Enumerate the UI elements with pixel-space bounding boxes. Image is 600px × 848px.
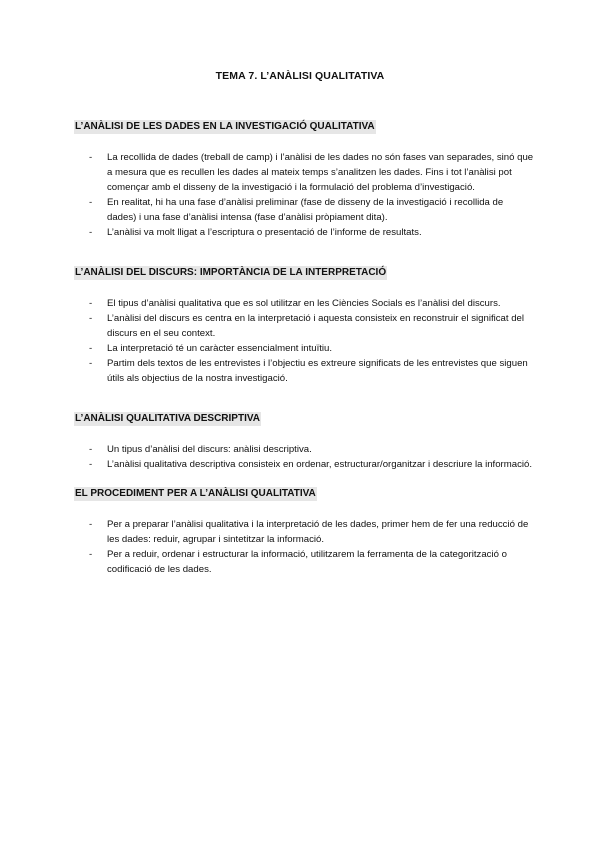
bullet-dash: - bbox=[89, 227, 93, 238]
bullet-dash: - bbox=[89, 313, 93, 324]
bullet-dash: - bbox=[89, 549, 93, 560]
list-item bbox=[74, 225, 534, 240]
list-item-text: Per a preparar l’anàlisi qualitativa i la interpretació de les dades, primer hem de fer una reducció de les dades: reduir, agrupar i sintetitzar la informació. bbox=[107, 519, 529, 545]
bullet-list bbox=[74, 296, 534, 386]
bullet-dash: - bbox=[89, 519, 93, 530]
list-item-text: La interpretació té un caràcter essencialment intuïtiu. bbox=[107, 343, 333, 354]
bullet-dash: - bbox=[89, 459, 93, 470]
list-item bbox=[74, 442, 534, 457]
list-item-text: L’anàlisi qualitativa descriptiva consisteix en ordenar, estructurar/organitzar i descriure la informació. bbox=[107, 459, 532, 470]
section-heading: EL PROCEDIMENT PER A L’ANÀLISI QUALITATIVA bbox=[75, 488, 316, 499]
list-item-text: En realitat, hi ha una fase d’anàlisi preliminar (fase de disseny de la investigació i recollida de dades) i una fase d’anàlisi intensa (fase d’anàlisi pròpiament dita). bbox=[107, 197, 504, 223]
list-item bbox=[74, 311, 534, 341]
list-item-text: Partim dels textos de les entrevistes i l’objectiu es extreure significats de les entrevistes que siguen útils als objectius de la nostra investigació. bbox=[107, 358, 528, 384]
list-item bbox=[74, 341, 534, 356]
bullet-dash: - bbox=[89, 298, 93, 309]
section-data-analysis bbox=[74, 116, 534, 240]
list-item bbox=[74, 547, 534, 577]
bullet-dash: - bbox=[89, 343, 93, 354]
bullet-list bbox=[74, 442, 534, 472]
bullet-dash: - bbox=[89, 444, 93, 455]
list-item bbox=[74, 356, 534, 386]
list-item-text: Un tipus d’anàlisi del discurs: anàlisi descriptiva. bbox=[107, 444, 312, 455]
bullet-list bbox=[74, 150, 534, 240]
list-item-text: L’anàlisi del discurs es centra en la interpretació i aquesta consisteix en reconstruir el significat del discurs en el seu context. bbox=[107, 313, 525, 339]
section-procedure bbox=[74, 483, 534, 577]
document-title: TEMA 7. L’ANÀLISI QUALITATIVA bbox=[215, 70, 385, 82]
section-heading: L’ANÀLISI DE LES DADES EN LA INVESTIGACIÓ QUALITATIVA bbox=[75, 121, 375, 132]
list-item-text: El tipus d’anàlisi qualitativa que es sol utilitzar en les Ciències Socials es l’anàlisi del discurs. bbox=[107, 298, 501, 309]
list-item bbox=[74, 150, 534, 195]
section-heading: L’ANÀLISI QUALITATIVA DESCRIPTIVA bbox=[75, 413, 260, 424]
list-item bbox=[74, 296, 534, 311]
section-discourse-analysis bbox=[74, 262, 534, 386]
list-item-text: Per a reduir, ordenar i estructurar la informació, utilitzarem la ferramenta de la categorització o codificació de les dades. bbox=[107, 549, 507, 575]
bullet-list bbox=[74, 517, 534, 577]
bullet-dash: - bbox=[89, 197, 93, 208]
bullet-dash: - bbox=[89, 358, 93, 369]
list-item bbox=[74, 195, 534, 225]
list-item bbox=[74, 457, 534, 472]
section-descriptive-analysis bbox=[74, 408, 534, 472]
section-heading: L’ANÀLISI DEL DISCURS: IMPORTÀNCIA DE LA INTERPRETACIÓ bbox=[75, 267, 387, 278]
list-item bbox=[74, 517, 534, 547]
bullet-dash: - bbox=[89, 152, 93, 163]
list-item-text: L’anàlisi va molt lligat a l’escriptura o presentació de l’informe de resultats. bbox=[107, 227, 422, 238]
list-item-text: La recollida de dades (treball de camp) i l’anàlisi de les dades no són fases van separades, sinó que a mesura que es recullen les dades al mateix temps s’analitzen les dades. Fins i tot l’anàlisi pot començar amb el disseny de la investigació i la formulació del problema d’investigació. bbox=[107, 152, 534, 193]
